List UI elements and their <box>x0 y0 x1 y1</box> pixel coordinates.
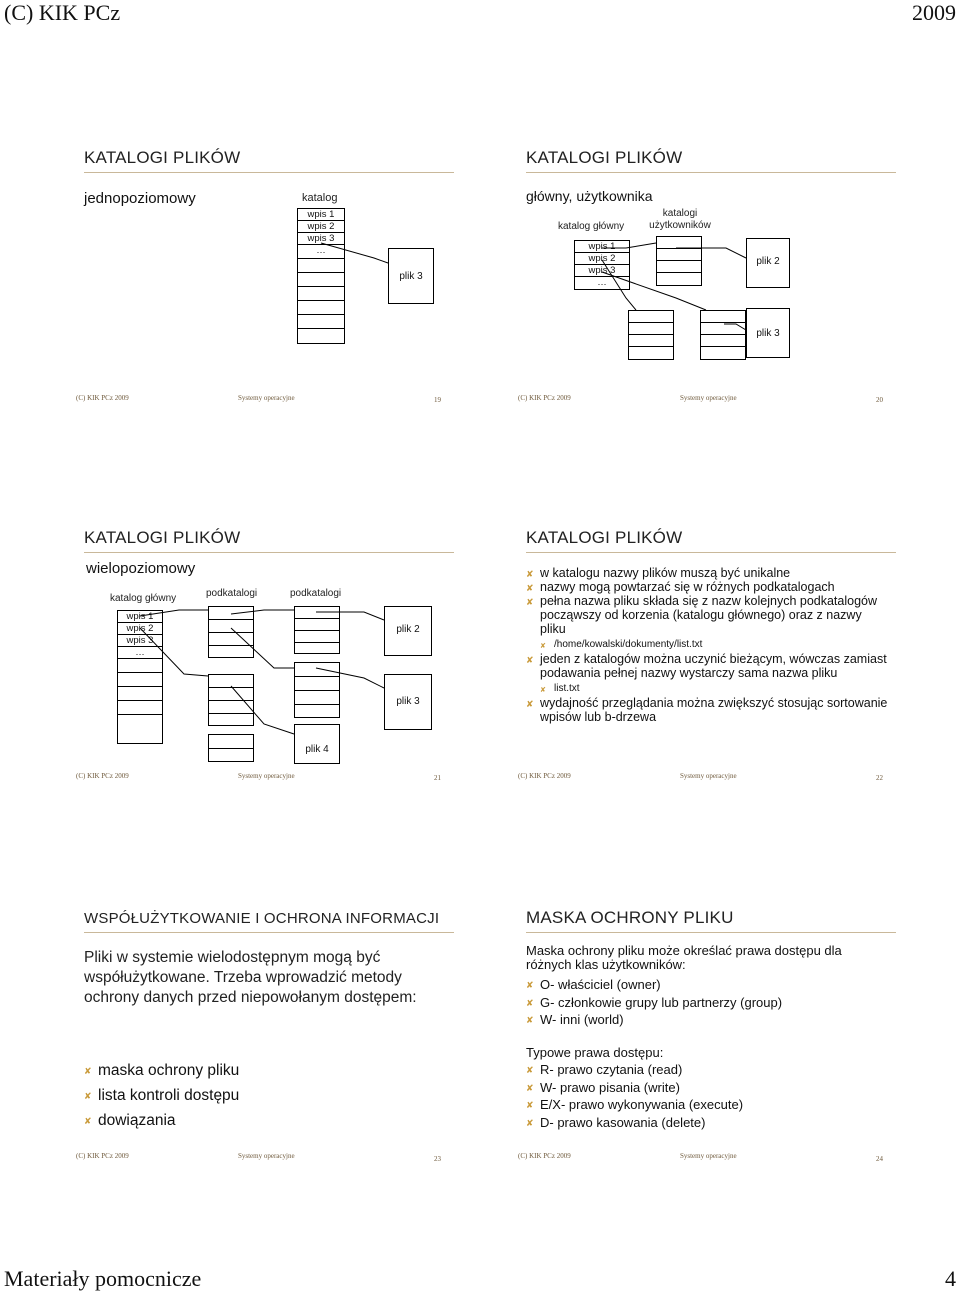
slide-footer-copyright: (C) KIK PCz 2009 <box>518 394 571 402</box>
slide-footer-copyright: (C) KIK PCz 2009 <box>518 772 571 780</box>
slide-footer-course: Systemy operacyjne <box>238 1152 295 1160</box>
slide-footer-copyright: (C) KIK PCz 2009 <box>76 394 129 402</box>
list-item: ✘ G- członkowie grupy lub partnerzy (group) <box>526 994 888 1012</box>
list-item: ✘ D- prawo kasowania (delete) <box>526 1114 888 1132</box>
page-header-right: 2009 <box>912 0 956 25</box>
list-item-text: jeden z katalogów można uczynić bieżącym, wówczas zamiast podawania pełnej nazwy wystarczy sama nazwa pliku <box>540 652 887 680</box>
sub-item: ✘ list.txt <box>540 682 888 696</box>
slide-footer-course: Systemy operacyjne <box>680 1152 737 1160</box>
dir-entry: wpis 2 <box>118 623 162 635</box>
dir-entry: wpis 1 <box>118 611 162 623</box>
bullet-list-rights <box>526 1061 888 1131</box>
slide-footer-copyright: (C) KIK PCz 2009 <box>76 772 129 780</box>
arrows <box>526 148 906 408</box>
slide-subtitle: wielopoziomowy <box>86 560 196 577</box>
dir-entry: wpis 3 <box>575 265 629 277</box>
arrows <box>84 148 464 408</box>
dir-entry: … <box>597 277 607 288</box>
file-label: plik 2 <box>756 256 780 267</box>
slide-20 <box>518 148 906 408</box>
slide-number: 22 <box>876 774 883 782</box>
bullet-list-classes <box>526 976 888 1029</box>
sub2-label: podkatalogi <box>290 588 342 599</box>
file-label: plik 4 <box>305 744 329 755</box>
slide-title: KATALOGI PLIKÓW <box>84 148 241 167</box>
slide-title: MASKA OCHRONY PLIKU <box>526 908 734 927</box>
list-item <box>526 652 888 696</box>
slide-19 <box>76 148 464 408</box>
slide-footer-course: Systemy operacyjne <box>238 394 295 402</box>
slide-number: 24 <box>876 1155 883 1163</box>
title-rule <box>526 552 896 553</box>
list-item: ✘ maska ochrony pliku <box>84 1058 444 1083</box>
slide-number: 19 <box>434 396 441 404</box>
list-item <box>526 594 888 652</box>
slide-subtitle: jednopoziomowy <box>84 190 196 207</box>
slide-23 <box>76 908 464 1168</box>
slide-subtitle: główny, użytkownika <box>526 188 653 204</box>
list-item: ✘ lista kontroli dostępu <box>84 1083 444 1108</box>
list-item: ✘ w katalogu nazwy plików muszą być unikalne <box>526 566 888 580</box>
sub-item: ✘ /home/kowalski/dokumenty/list.txt <box>540 638 888 652</box>
dir-entry: wpis 3 <box>118 635 162 647</box>
slide-title: KATALOGI PLIKÓW <box>526 528 683 547</box>
arrows <box>84 528 464 788</box>
slide-22 <box>518 528 906 788</box>
title-rule <box>526 932 896 933</box>
slide-21 <box>76 528 464 788</box>
intro-text: Maska ochrony pliku może określać prawa dostępu dla różnych klas użytkowników: <box>526 943 842 972</box>
title-rule <box>84 932 454 933</box>
slide-footer-copyright: (C) KIK PCz 2009 <box>76 1152 129 1160</box>
list-item: ✘ R- prawo czytania (read) <box>526 1061 888 1079</box>
slide-title: KATALOGI PLIKÓW <box>526 148 683 167</box>
slide-footer-copyright: (C) KIK PCz 2009 <box>518 1152 571 1160</box>
dir-entry: … <box>118 647 162 659</box>
slide-24 <box>518 908 906 1168</box>
user-label: katalogi użytkowników <box>649 208 711 231</box>
slide-title: KATALOGI PLIKÓW <box>84 528 241 547</box>
slide-number: 20 <box>876 396 883 404</box>
file-label: plik 2 <box>396 624 420 635</box>
sub1-label: podkatalogi <box>206 588 258 599</box>
intro-text: Pliki w systemie wielodostępnym mogą być współużytkowane. Trzeba wprowadzić metody ochrony danych przed niepowołanym dostępem: <box>84 949 417 1006</box>
dir-entry: wpis 1 <box>575 241 629 253</box>
file-label: plik 3 <box>396 696 420 707</box>
dir-entry: wpis 1 <box>298 209 344 221</box>
list-item: ✘ wydajność przeglądania można zwiększyć stosując sortowanie wpisów lub b-drzewa <box>526 696 888 724</box>
slide-number: 23 <box>434 1155 441 1163</box>
dir-entry: wpis 3 <box>298 233 344 245</box>
dir-entry: wpis 2 <box>298 221 344 233</box>
dir-entry: … <box>298 245 344 259</box>
file-label: plik 3 <box>399 271 423 282</box>
list-item: ✘ E/X- prawo wykonywania (execute) <box>526 1096 888 1114</box>
bullet-list <box>526 566 888 724</box>
page-footer-left: Materiały pomocnicze <box>4 1266 202 1291</box>
slide-number: 21 <box>434 774 441 782</box>
intro-text-2: Typowe prawa dostępu: <box>526 1045 664 1060</box>
list-item: ✘ W- prawo pisania (write) <box>526 1079 888 1097</box>
dir-label: katalog <box>302 192 338 204</box>
list-item: ✘ W- inni (world) <box>526 1011 888 1029</box>
slide-footer-course: Systemy operacyjne <box>680 394 737 402</box>
bullet-list <box>84 1058 444 1133</box>
dir-entry: wpis 2 <box>575 253 629 265</box>
root-label: katalog główny <box>110 593 177 604</box>
list-item-text: pełna nazwa pliku składa się z nazw kolejnych podkatalogów począwszy od korzenia (katalogu głównego) oraz z nazwy pliku <box>540 594 878 636</box>
page-footer-right: 4 <box>945 1266 956 1291</box>
slide-footer-course: Systemy operacyjne <box>680 772 737 780</box>
page-header-left: (C) KIK PCz <box>4 0 121 25</box>
file-label: plik 3 <box>756 328 780 339</box>
list-item: ✘ nazwy mogą powtarzać się w różnych podkatalogach <box>526 580 888 594</box>
slide-title: WSPÓŁUŻYTKOWANIE I OCHRONA INFORMACJI <box>84 910 440 927</box>
list-item: ✘ O- właściciel (owner) <box>526 976 888 994</box>
root-label: katalog główny <box>558 221 625 232</box>
slide-footer-course: Systemy operacyjne <box>238 772 295 780</box>
list-item: ✘ dowiązania <box>84 1108 444 1133</box>
